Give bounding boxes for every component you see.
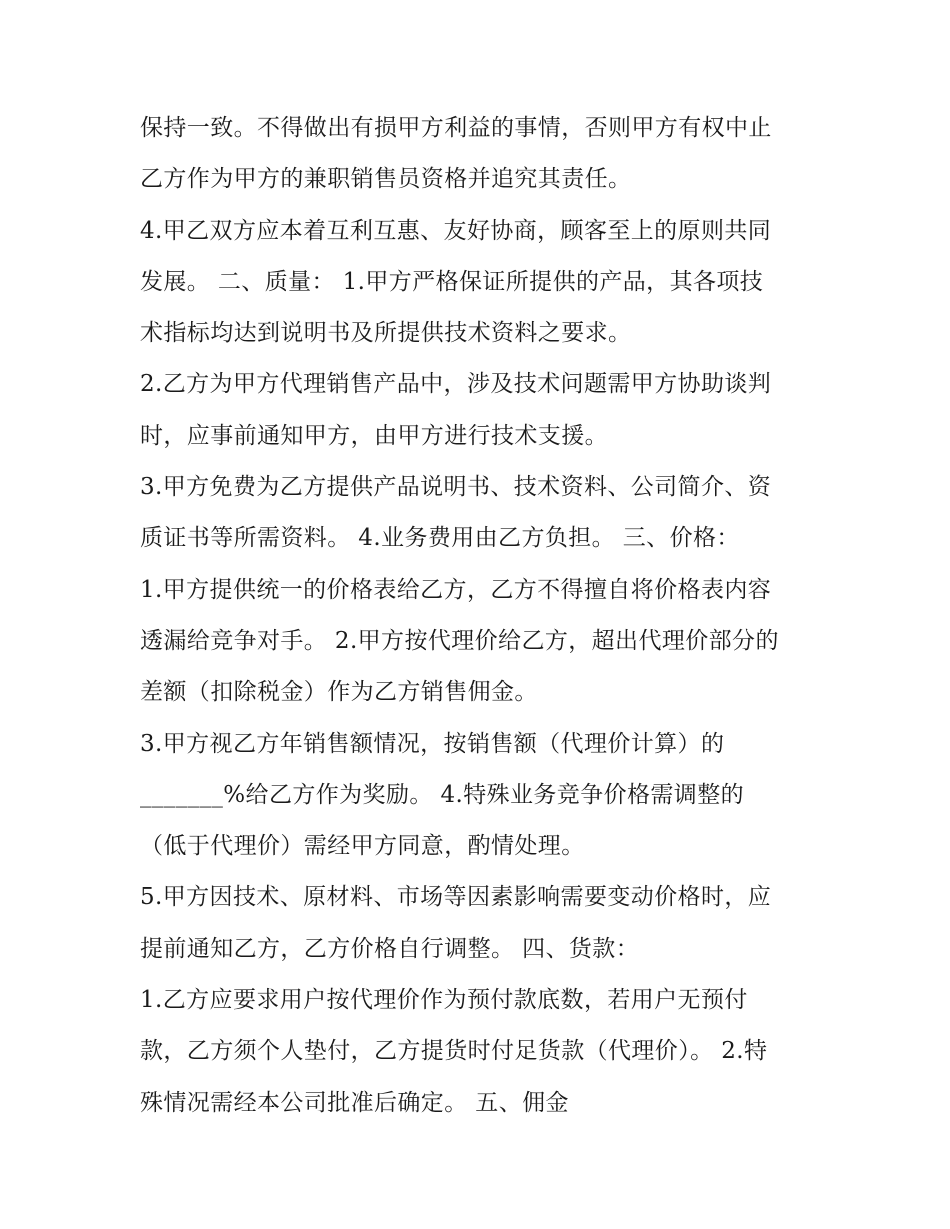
text-line: 4.甲乙双方应本着互利互惠、友好协商，顾客至上的原则共同 [140,217,772,244]
text-line: 1.乙方应要求用户按代理价作为预付款底数，若用户无预付 [140,987,748,1014]
text-line: 款，乙方须个人垫付，乙方提货时付足货款（代理价）。 2.特 [140,1038,768,1065]
text-line: 质证书等所需资料。 4.业务费用由乙方负担。 三、价格： [140,525,740,552]
text-line: 3.甲方免费为乙方提供产品说明书、技术资料、公司简介、资 [140,474,772,501]
text-line: （低于代理价）需经甲方同意，酌情处理。 [140,833,585,860]
text-line: 5.甲方因技术、原材料、市场等因素影响需要变动价格时，应 [140,884,772,911]
text-line: 1.甲方提供统一的价格表给乙方，乙方不得擅自将价格表内容 [140,576,772,603]
text-line: 保持一致。不得做出有损甲方利益的事情，否则甲方有权中止 [140,115,772,141]
text-line: 透漏给竞争对手。 2.甲方按代理价给乙方，超出代理价部分的 [140,627,779,654]
text-line: 2.乙方为甲方代理销售产品中，涉及技术问题需甲方协助谈判 [140,371,772,398]
text-line: 乙方作为甲方的兼职销售员资格并追究其责任。 [140,166,632,193]
document-body [140,103,820,1129]
text-line: 差额（扣除税金）作为乙方销售佣金。 [140,679,538,706]
text-line: _______%给乙方作为奖励。 4.特殊业务竞争价格需调整的 [140,781,745,808]
text-line: 时，应事前通知甲方，由甲方进行技术支援。 [140,422,608,449]
text-line: 提前通知乙方，乙方价格自行调整。 四、货款： [140,935,640,962]
text-line: 术指标均达到说明书及所提供技术资料之要求。 [140,320,632,347]
text-line: 发展。 二、质量： 1.甲方严格保证所提供的产品，其各项技 [140,268,764,295]
text-line: 殊情况需经本公司批准后确定。 五、佣金 [140,1089,569,1116]
text-line: 3.甲方视乙方年销售额情况，按销售额（代理价计算）的 [140,730,725,757]
